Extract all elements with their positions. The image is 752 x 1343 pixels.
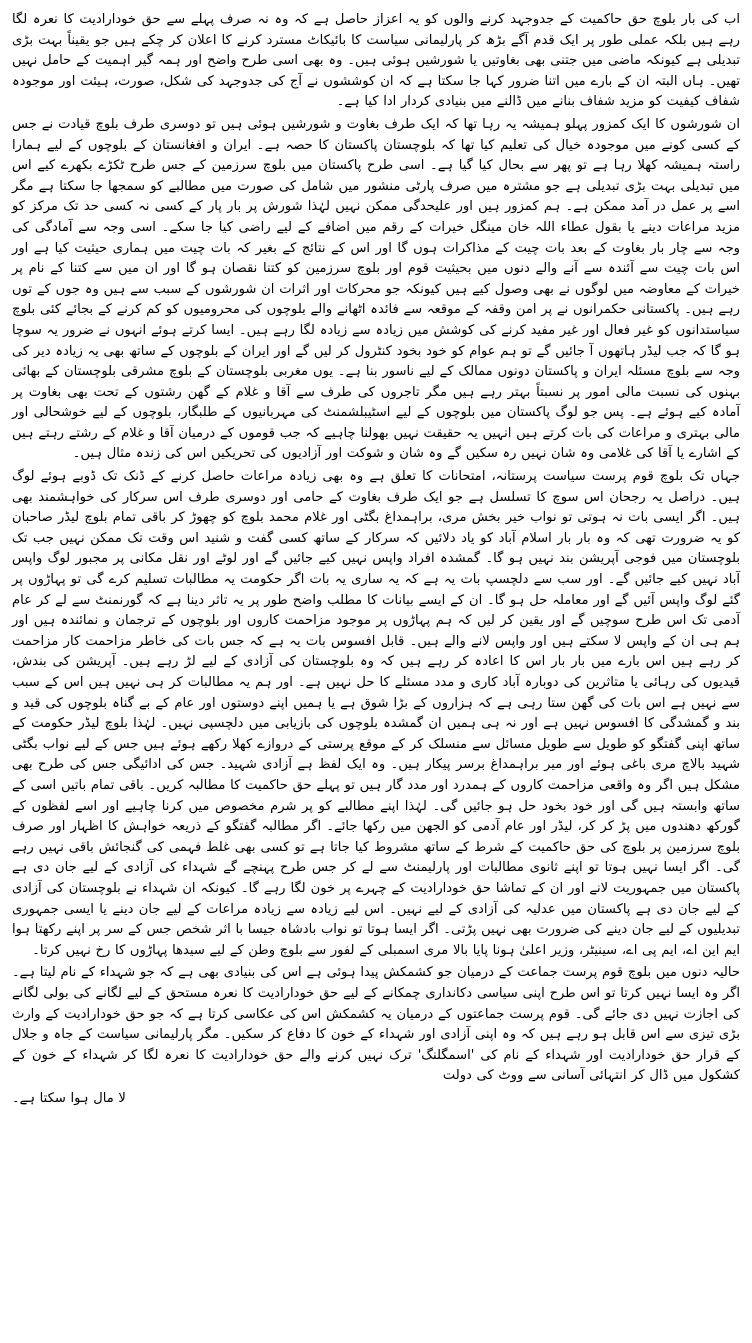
- paragraph: حالیہ دنوں میں بلوچ قوم پرست جماعت کے درمیان جو کشمکش پیدا ہوئی ہے اس کی بنیادی بھی ہے کہ جو شہداء کے نام لیتا ہے۔ اگر وہ ایسا نہیں کرتا تو اس طرح اپنی سیاسی دکانداری چمکانے کے لیے حق خودارادیت کا نعرہ مستحق کے لیے لگانے کی بولی لگانے کی اجازت نہیں دی جائے گی۔ قوم پرست جماعتوں کے درمیان یہ کشمکش اس کی عکاسی کرتا ہے کہ جو حق خودارادیت کے وارث بڑی تیزی سے اس قابل ہو رہے ہیں کہ وہ اپنی آزادی اور شہداء کے خون کا دفاع کر سکیں۔ مگر پارلیمانی سیاست کے جاہ و جلال کے قرار حق خودارادیت اور شہداء کے نام کی 'اسمگلنگ' ترک نہیں کرنے والے حق خودارادیت کا نعرہ لگا کر شہداء کے خون کے کشکول میں ڈال کر انتہائی آسانی سے ووٹ کی دولت: [12, 965, 740, 1084]
- paragraph-closing: لا مال ہوا سکتا ہے۔: [12, 1090, 126, 1106]
- paragraph: ان شورشوں کا ایک کمزور پہلو ہمیشہ یہ رہا تھا کہ ایک طرف بغاوت و شورشیں ہوئی ہیں تو دوسری طرف بلوچ قیادت نے جس کے کسی کونے میں موجودہ خیال کی تعلیم کیا تھا کہ بلوچستان پاکستان کا حصہ ہے۔ ایران و افغانستان کے بلوچوں کے لیے ہمارا راستہ ہمیشہ کھلا رہا ہے تو پھر سے بحال کیا گیا ہے۔ اسی طرح پاکستان میں بلوچ سرزمین کے جس طرح ٹکڑے بکھرے کیے اس میں تبدیلی بہت بڑی تبدیلی ہے جو مشترہ میں صرف پارٹی منشور میں شامل کی صورت میں مطالبے کو سمجھا جا سکتا ہے مگر اسے پر عمل در آمد ممکن ہے۔ ہم کمزور ہیں اور علیحدگی ممکن نہیں لہٰذا شورش پر بار پار کے کسی نہ کسی حد تک مرکز کو مزید مراعات دینے یا بقول عطاء اللہ خان مینگل خیرات کے رقم میں اضافے کے لیے راضی کیا جا سکے۔ اسی وجہ سے آمادگی کی وجہ سے چار بار بغاوت کے بعد بات چیت کے مذاکرات ہوں گا اور اس کے نتائج کے بغیر کہ بات چیت میں ہماری حیثیت کیا ہے اور اس بات چیت سے آئندہ سے آنے والے دنوں میں بحیثیت قوم اور بلوچ سرزمین کو کتنا نقصان ہو گا اور ان میں سے کتنا کے نام پر خیرات کے معاوضہ میں لوگوں نے بھی وصول کیے ہیں کیونکہ جو محرکات اور اثرات ان شورشوں کے سبب سے ہیں وہ جوں کے توں رہے ہیں۔ پاکستانی حکمرانوں نے پر امن وقفہ کے موقعہ سے فائدہ اٹھانے والے بلوچوں کی محرومیوں کو کم کرنے کے بجائے کئی بلوچ سیاستدانوں کو غیر فعال اور غیر مفید کرنے کی کوشش میں زیادہ سے زیادہ لگا رہے ہیں۔ ایسا کرتے ہوئے انہوں نے ضرور یہ سوچا ہو گا کہ جب لیڈر ہاتھوں آ جائیں گے تو ہم عوام کو خود بخود کنٹرول کر لیں گے اور ایران کے بلوچوں کے ساتھ بھی یہ زیادہ دیر کی وجہ سے بلوچ مسئلہ ایران و پاکستان دونوں ممالک کے لیے ناسور بنا ہے۔ یوں مغربی بلوچستان کے بلوچ مشرقی بلوچستان کے بھائی بہنوں کی نسبت مالی امور پر نسبتاً بہتر رہے ہیں مگر تاجروں کی طرف سے آقا و غلام کے گھن رشتوں کے تحت بھی بغاوت پر آمادہ کیے ہوئے ہے۔ پس جو لوگ پاکستان میں بلوچوں کے لیے اسٹیبلشمنٹ کی مہربانیوں کے طلبگار، بلوچوں کے لیے خوشحالی اور مالی بہتری و مراعات کی بات کرتے ہیں انہیں یہ حقیقت نہیں بھولنا چاہیے کہ جب قوموں کے درمیان آقا و غلام کے رشتے رہتے ہیں کے اشارے یا آقا کی غلامی وہ شان نہیں رہ سکیں گے وہ شان و شوکت اور آزادیوں کی تحریکیں اس کی زندہ مثال ہیں۔: [12, 116, 740, 462]
- paragraph: اب کی بار بلوچ حق حاکمیت کے جدوجہد کرنے والوں کو یہ اعزاز حاصل ہے کہ وہ نہ صرف پہلے سے حق خودارادیت کا نعرہ لگا رہے ہیں بلکہ عملی طور پر ایک قدم آگے بڑھ کر پارلیمانی سیاست کا بائیکاٹ مسترد کرنے کا اعلان کر چکے ہیں جو یقیناً بہت بڑی تبدیلی ہے کیونکہ ماضی میں جتنی بھی بغاوتیں یا شورشیں ہوئی ہیں۔ وہ بھی اسی طرح واضح اور ہمہ گیر اہمیت کے حامل نہیں تھیں۔ ہاں البتہ ان کے بارے میں اتنا ضرور کہا جا سکتا ہے کہ ان کوششوں نے آج کی جدوجہد کی شکل، صورت، ہیئت اور موجودہ شفاف کیفیت کو مزید شفاف بنانے میں ڈالنے میں بنیادی کردار ادا کیا ہے۔: [12, 12, 740, 110]
- paragraph: جہاں تک بلوچ قوم پرست سیاست پرستانہ، امتحانات کا تعلق ہے وہ بھی زیادہ مراعات حاصل کرنے کے ڈنک تک ڈوبے ہوئے لوگ ہیں۔ دراصل یہ رجحان اس سوچ کا تسلسل ہے جو ایک طرف بغاوت کے حامی اور دوسری طرف اس سرکار کی خواہشمند بھی ہیں۔ اگر ایسی بات نہ ہوتی تو نواب خیر بخش مری، براہمداغ بگٹی اور غلام محمد بلوچ کو چھوڑ کر باقی تمام بلوچ لیڈر صاحبان کو یہ ضرورت تھی کہ وہ بار بار اسلام آباد کو یاد دلائیں کہ سرکار کے ساتھ کسی گفت و شنید اس وقت تک ممکن نہیں جب تک بلوچستان میں فوجی آپریشن بند نہیں ہو گا۔ گمشدہ افراد واپس نہیں کیے جائیں گے اور لوٹے اور نقل مکانی پر مجبور لوگ واپس آباد نہیں کیے جائیں گے۔ اور سب سے دلچسپ بات یہ ہے کہ یہ ساری یہ بات اگر حکومت یہ مطالبات تسلیم کرے گی تو پہاڑوں پر گئے لوگ واپس آئیں گے اور معاملہ حل ہو گا۔ ان کے ایسے بیانات کا مطلب واضح طور پر یہ تاثر دینا ہے کہ گورنمنٹ سے لے کر عام آدمی تک اس طرح سوچیں گے اور یقین کر لیں کہ ہم پہاڑوں پر موجود مزاحمت کاروں اور بلوچوں کے ترجمان و نمائندہ ہیں اور ہم ہی ان کے واپس لا سکتے ہیں اور واپس لانے والے ہیں۔ قابل افسوس بات یہ ہے کہ جس بات کی خاطر مزاحمت کار مزاحمت کر رہے ہیں اس بارے میں بار بار اس کا اعادہ کر رہے ہیں کہ وہ بلوچستان کی آزادی کے لیے لڑ رہے ہیں۔ آپریشن کی بندش، قیدیوں کی رہائی یا متاثرین کی دوبارہ آباد کاری و مدد مسئلے کا حل نہیں ہے۔ اور ہم یہ مطالبات کر ہی نہیں ہیں اس کے سبب سے نہیں ہے اس بات کی گھن ستا رہی ہے کہ ہزاروں کے بڑا شوق ہے یا ہمیں اپنے دوستوں اور عام کے بے گناہ بلوچوں کی قید و بند و گمشدگی کا افسوس نہیں ہے اور نہ ہی ہمیں ان گمشدہ بلوچوں کی بازیابی میں دلچسپی نہیں۔ لہٰذا بلوچ لیڈر حکومت کے ساتھ اپنی گفتگو کو طویل سے طویل مسائل سے منسلک کر کے موقع پرستی کے دروازے کھلا رکھے ہوئے ہیں جس کے لیے نواب بگٹی شہید بالاچ مری باغی ہوئے اور میر براہمداغ برسر پیکار ہیں۔ وہ ایک لفظ ہے آزادی شہید۔ جس کی ادائیگی جس کی طرح بھی مشکل ہیں اگر وہ واقعی مزاحمت کاروں کے ہمدرد اور مدد گار ہیں تو پہلے حق حاکمیت کا مطالبہ کریں۔ باقی تمام باتیں اسی کے ساتھ وابستہ ہیں گی اور خود بخود حل ہو جائیں گی۔ لہٰذا اپنے مطالبے کو پر شرم مخصوص میں کرنا چاہیے اور اسے لفظوں کے گورکھ دھندوں میں پڑ کر کر، لیڈر اور عام آدمی کو الجھن میں رکھا جائے۔ اگر مطالبہ گفتگو کے ذریعہ خواہش کا اظہار اور صرف بلوچ سرزمین پر بلوچ کی حق حاکمیت کے شرط کے ساتھ مشروط کیا جاتا ہے تو کسی بھی غلط فہمی کی گنجائش باقی نہیں رہے گی۔ اگر ایسا نہیں ہوتا تو اپنے ثانوی مطالبات اور پارلیمنٹ سے لے کر جس طرح پہنچے گے شہداء کی آزادی کے لیے جان دی ہے پاکستان میں جمہوریت لانے اور ان کے تماشا حق خودارادیت کے چہرے پر خون لگا رہے گا۔ کیونکہ ان شہداء نے بلوچستان کی آزادی کے لیے جان دی ہے پاکستان میں عدلیہ کی آزادی کے لیے نہیں۔ اس لیے زیادہ سے زیادہ مراعات کے لیے جان دینے یا ایسی جمہوری تبدیلیوں کے لیے جان دینے کی ضرورت بھی نہیں پڑتی۔ اگر ایسا ہوتا تو نواب بادشاہ جیسا با اثر شخص جس کے سر پر اپنے رکھتا ہوا ایم این اے، ایم پی اے، سینیٹر، وزیر اعلیٰ ہونا پایا بالا مری اسمبلی کے لفور سے بلوچ وطن کے لیے سیدھا پہاڑوں کا رخ نہیں کرتا۔: [12, 469, 740, 958]
- document-body: [12, 10, 740, 1109]
